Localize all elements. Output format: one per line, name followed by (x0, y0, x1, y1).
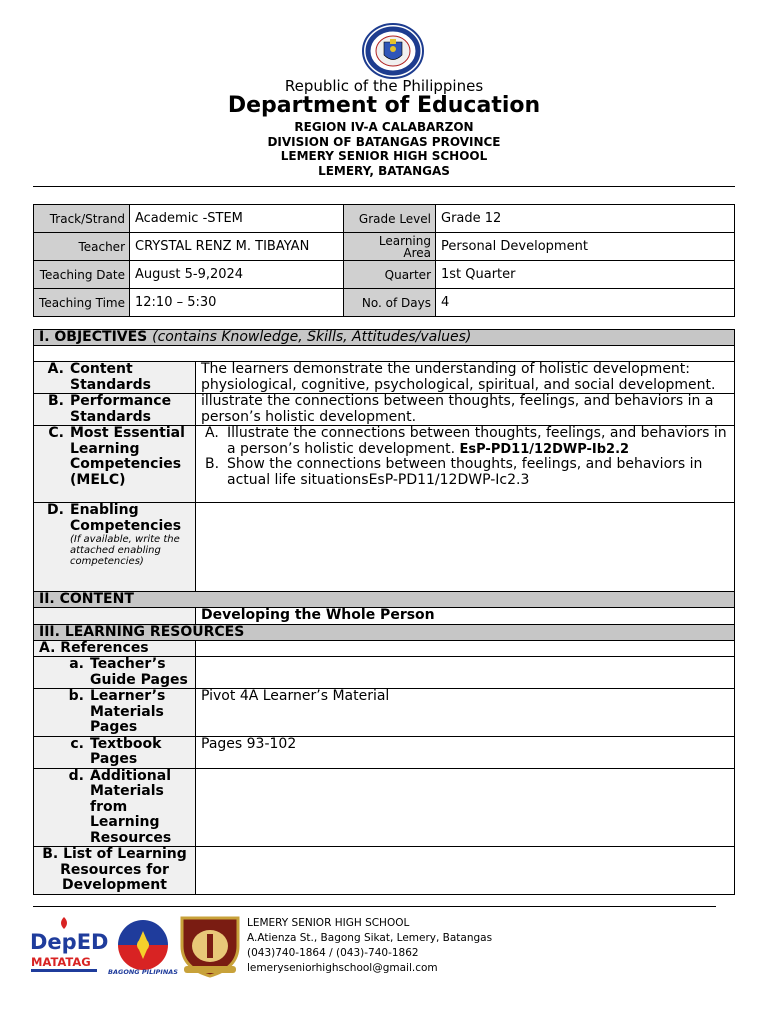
quarter-value: 1st Quarter (436, 261, 735, 289)
school-line: LEMERY SENIOR HIGH SCHOOL (280, 149, 488, 163)
content-topic: Developing the Whole Person (196, 608, 735, 625)
content-heading: II. CONTENT (34, 592, 735, 608)
school-address-block (0, 120, 768, 178)
content-left-cell (34, 608, 196, 625)
textbook-pages-label: c. Textbook Pages (34, 736, 196, 768)
content-standards-text: The learners demonstrate the understanding of holistic development: physiological, cognitive, psychological, spiritual, and social development. (196, 362, 735, 394)
melc-text (196, 426, 735, 503)
quarter-label: Quarter (344, 261, 436, 289)
melc-code: EsP-PD11/12DWP-Ib2.2 (459, 441, 630, 457)
references-value (196, 640, 735, 657)
content-standards-marker: A. (47, 361, 64, 377)
enabling-marker: D. (47, 502, 64, 518)
performance-standards-marker: B. (48, 393, 64, 409)
teacher-label: Teacher (34, 233, 130, 261)
svg-text:MATATAG: MATATAG (31, 955, 91, 969)
grade-label: Grade Level (344, 205, 436, 233)
teachers-guide-value (196, 657, 735, 689)
learners-materials-value: Pivot 4A Learner’s Material (196, 689, 735, 737)
melc-label: C. Most Essential Learning Competencies (MELC) (34, 426, 196, 503)
header-divider (33, 186, 735, 187)
additional-materials-value (196, 768, 735, 847)
content-standards-label: A. Content Standards (34, 362, 196, 394)
teaching-date-label: Teaching Date (34, 261, 130, 289)
track-value: Academic -STEM (130, 205, 344, 233)
teaching-time-value: 12:10 – 5:30 (130, 289, 344, 317)
melc-item: B. Show the connections between thoughts, feelings, and behaviors in actual life situationsEsP-PD11/12DWP-Ic2.3 (205, 456, 703, 488)
bagong-pilipinas-logo (110, 915, 176, 977)
days-value: 4 (436, 289, 735, 317)
division-line: DIVISION OF BATANGAS PROVINCE (267, 134, 501, 149)
teaching-date-value: August 5-9,2024 (130, 261, 344, 289)
svg-text:DepED: DepED (30, 930, 109, 954)
learning-area-label: Learning Area (344, 233, 436, 261)
objectives-title: I. OBJECTIVES (39, 329, 148, 345)
melc-item: A. Illustrate the connections between thoughts, feelings, and behaviors in a person’s holistic development. EsP-PD11/12DWP-Ib2.2 (205, 425, 727, 457)
additional-materials-label: d. Additional Materials from Learning Resources (34, 768, 196, 847)
teaching-time-label: Teaching Time (34, 289, 130, 317)
lesson-plan-table (33, 329, 735, 895)
grade-value: Grade 12 (436, 205, 735, 233)
footer-address: A.Atienza St., Bagong Sikat, Lemery, Batangas (247, 932, 493, 944)
learners-materials-label: b. Learner’s Materials Pages (34, 689, 196, 737)
deped-seal-logo (358, 22, 428, 80)
footer-phone: (043)740-1864 / (043)-740-1862 (247, 947, 419, 959)
learning-resources-list-value (196, 847, 735, 895)
objectives-subtitle: (contains Knowledge, Skills, Attitudes/values) (152, 329, 472, 345)
textbook-pages-value: Pages 93-102 (196, 736, 735, 768)
footer-divider (33, 906, 716, 907)
footer-email[interactable]: lemeryseniorhighschool@gmail.com (247, 962, 438, 974)
track-label: Track/Strand (34, 205, 130, 233)
learning-resources-heading: III. LEARNING RESOURCES (34, 624, 735, 640)
enabling-competencies-label: D. Enabling Competencies (If available, write the attached enabling competencies) (34, 503, 196, 592)
svg-text:BAGONG PILIPINAS: BAGONG PILIPINAS (108, 968, 178, 976)
references-label: A. References (34, 640, 196, 657)
objectives-heading (34, 330, 735, 346)
deped-matatag-logo (28, 915, 109, 977)
performance-standards-text: illustrate the connections between thoughts, feelings, and behaviors in a person’s holistic development. (196, 394, 735, 426)
republic-heading: Republic of the Philippines (284, 77, 484, 95)
enabling-competencies-text (196, 503, 735, 592)
footer-school-name: LEMERY SENIOR HIGH SCHOOL (247, 917, 410, 929)
melc-marker: C. (48, 425, 64, 441)
blank-row (34, 346, 735, 362)
lemery-shs-shield-logo (178, 912, 242, 978)
town-line: LEMERY, BATANGAS (318, 163, 450, 178)
enabling-note: (If available, write the attached enabling competencies) (70, 534, 180, 567)
teacher-value: CRYSTAL RENZ M. TIBAYAN (130, 233, 344, 261)
teachers-guide-label: a. Teacher’s Guide Pages (34, 657, 196, 689)
lesson-info-table (33, 204, 735, 317)
learning-area-value: Personal Development (436, 233, 735, 261)
performance-standards-label: B. Performance Standards (34, 394, 196, 426)
learning-resources-list-label: B. List of Learning Resources for Development (34, 847, 196, 895)
days-label: No. of Days (344, 289, 436, 317)
department-heading: Department of Education (227, 93, 541, 118)
footer-school-info (247, 916, 492, 976)
region-line: REGION IV-A CALABARZON (294, 120, 474, 134)
